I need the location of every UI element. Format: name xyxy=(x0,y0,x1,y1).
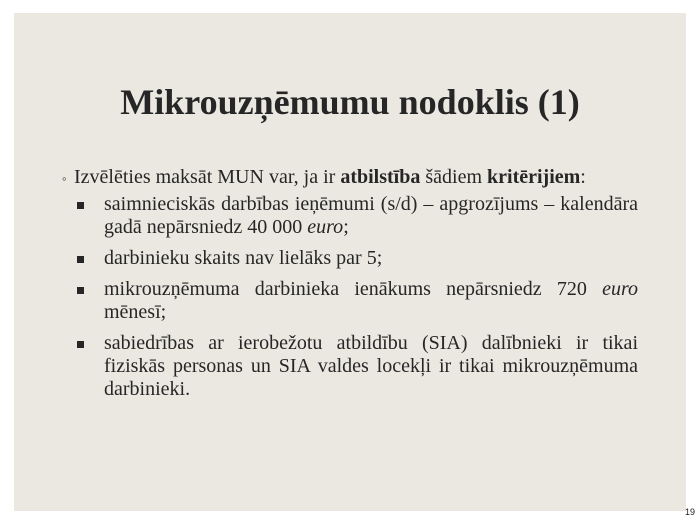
lead-bold-term-2: kritērijiem xyxy=(487,166,581,188)
open-circle-bullet-icon: ◦ xyxy=(62,171,67,186)
square-bullet-icon xyxy=(77,202,84,209)
criteria-italic: euro xyxy=(307,216,344,238)
lead-paragraph xyxy=(58,166,638,189)
square-bullet-icon xyxy=(77,256,84,263)
criteria-text: mikrouzņēmuma darbinieka ienākums nepārsniedz 720 xyxy=(104,278,603,300)
criteria-item-1 xyxy=(58,193,638,239)
criteria-item-3 xyxy=(58,278,638,324)
criteria-text-after: mēnesī; xyxy=(104,301,167,323)
criteria-item-4 xyxy=(58,332,638,401)
criteria-text: saimnieciskās darbības ieņēmumi (s/d) – apgrozījums – kalendāra gadā nepārsniedz 40 000 xyxy=(104,193,638,238)
square-bullet-icon xyxy=(77,287,84,294)
slide-number: 19 xyxy=(684,507,695,517)
square-bullet-icon xyxy=(77,341,84,348)
lead-text-before: Izvēlēties maksāt MUN var, ja ir xyxy=(74,166,341,188)
criteria-item-2 xyxy=(58,247,638,270)
slide-title: Mikrouzņēmumu nodoklis (1) xyxy=(120,82,580,122)
lead-text-after: : xyxy=(580,166,586,188)
criteria-text: darbinieku skaits nav lielāks par 5; xyxy=(104,247,383,269)
lead-bold-term-1: atbilstība xyxy=(340,166,421,188)
lead-text-middle: šādiem xyxy=(420,166,488,188)
slide-content xyxy=(58,166,638,409)
criteria-text-after: ; xyxy=(343,216,349,238)
criteria-italic: euro xyxy=(602,278,638,300)
criteria-text: sabiedrības ar ierobežotu atbildību (SIA) dalībnieki ir tikai fiziskās personas un SIA valdes locekļi ir tikai mikrouzņēmuma darbinieki. xyxy=(104,332,638,400)
criteria-list xyxy=(58,193,638,401)
